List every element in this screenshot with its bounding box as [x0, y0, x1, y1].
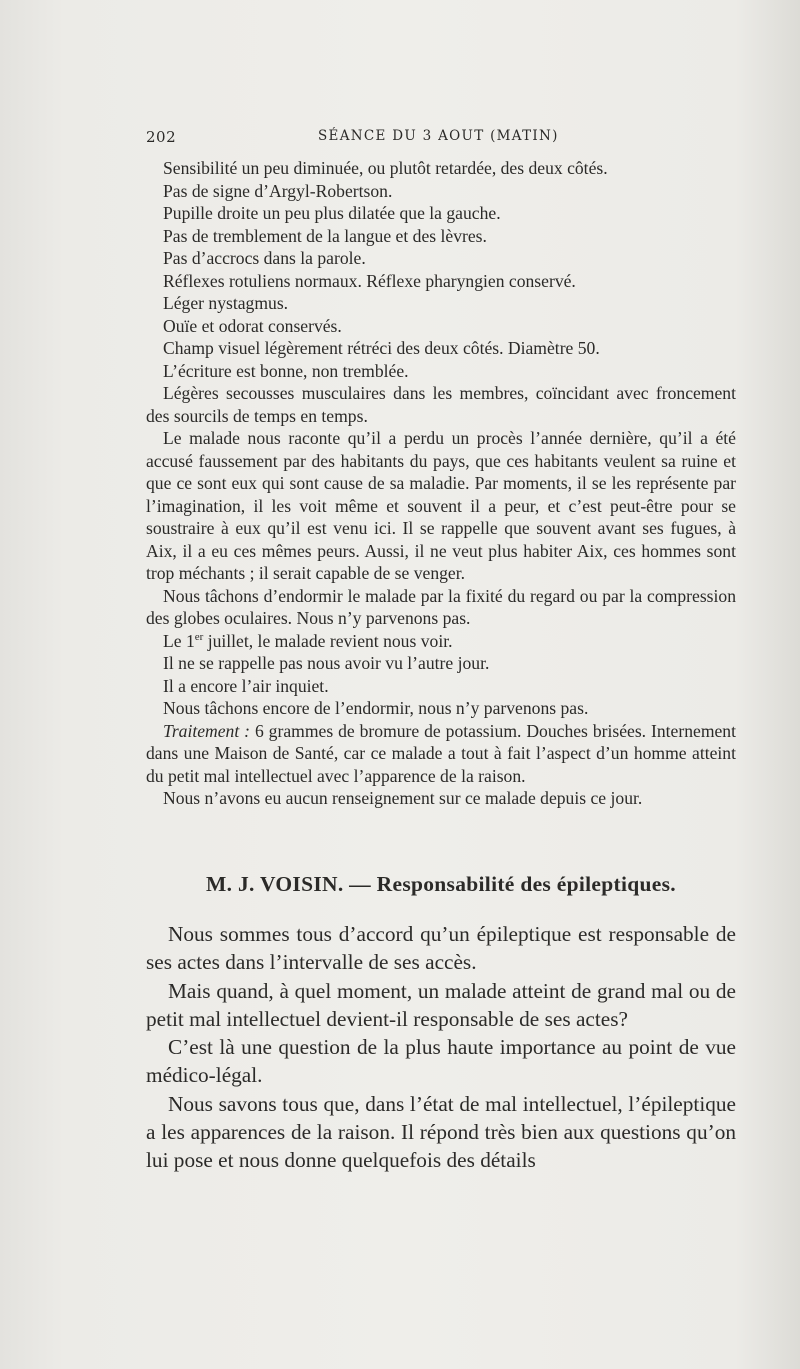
case-note: Nous tâchons encore de l’endormir, nous n’y parvenons pas. — [163, 698, 589, 718]
body-paragraph: C’est là une question de la plus haute importance au point de vue médico-légal. — [146, 1035, 736, 1088]
page-number: 202 — [146, 128, 177, 146]
section-author: M. J. VOISIN. — [206, 872, 344, 896]
case-note: Ouïe et odorat conservés. — [163, 315, 342, 336]
july-note — [146, 630, 736, 653]
case-note: Il a encore l’air inquiet. — [163, 675, 329, 696]
section-title-text: Responsabilité des épileptiques. — [376, 872, 676, 896]
case-notes — [146, 157, 736, 810]
treatment-note — [146, 720, 736, 788]
body-paragraph: Mais quand, à quel moment, un malade atteint de grand mal ou de petit mal intellectuel devient-il responsable de ses actes? — [146, 978, 736, 1031]
treatment-label: Traitement : — [163, 720, 251, 741]
case-note: Le malade nous raconte qu’il a perdu un procès l’année dernière, qu’il a été accusé faussement par des habitants du pays, que ces habitants veulent sa ruine et que ce sont eux qui sont cause de sa maladie. Par moments, il se les représente par l’imagination, il les voit même et souvent il a peur, et c’est peut-être pour se soustraire à eux qu’il est venu ici. Il se rappelle que souvent avant ses fugues, à Aix, il a eu ces mêmes peurs. Aussi, il ne veut plus habiter Aix, ces hommes sont trop méchants ; il serait capable de se venger. — [146, 428, 736, 583]
page-header — [146, 128, 736, 152]
case-note: Réflexes rotuliens normaux. Réflexe pharyngien conservé. — [163, 270, 576, 291]
case-note: L’écriture est bonne, non tremblée. — [163, 360, 409, 381]
case-note: Légères secousses musculaires dans les membres, coïncidant avec froncement des sourcils de temps en temps. — [146, 383, 736, 426]
body-text — [146, 920, 736, 1175]
july-note-suffix: juillet, le malade revient nous voir. — [203, 630, 453, 651]
body-paragraph: Nous sommes tous d’accord qu’un épileptique est responsable de ses actes dans l’intervalle de ses accès. — [146, 922, 736, 975]
case-note: Il ne se rappelle pas nous avoir vu l’autre jour. — [163, 653, 490, 673]
section-dash: — — [343, 872, 377, 896]
body-paragraph: Nous savons tous que, dans l’état de mal intellectuel, l’épileptique a les apparences de la raison. Il répond très bien aux questions qu’on lui pose et nous donne quelquefois des détails — [146, 1091, 736, 1173]
july-note-superscript: er — [194, 630, 204, 643]
case-note: Pas de signe d’Argyl-Robertson. — [163, 180, 393, 201]
case-note: Pas d’accrocs dans la parole. — [163, 248, 366, 268]
closing-note: Nous n’avons eu aucun renseignement sur ce malade depuis ce jour. — [163, 788, 643, 808]
july-note-prefix: Le 1 — [163, 630, 195, 651]
case-note: Champ visuel légèrement rétréci des deux côtés. Diamètre 50. — [163, 338, 600, 358]
case-note: Pupille droite un peu plus dilatée que la gauche. — [163, 203, 501, 223]
case-note: Léger nystagmus. — [163, 293, 289, 313]
case-note: Sensibilité un peu diminuée, ou plutôt retardée, des deux côtés. — [163, 158, 608, 178]
section-heading — [146, 872, 736, 902]
running-title: SÉANCE DU 3 AOUT (MATIN) — [318, 128, 559, 144]
case-note: Pas de tremblement de la langue et des lèvres. — [163, 225, 487, 246]
treatment-text: 6 grammes de bromure de potassium. Douches brisées. Internement dans une Maison de Santé, car ce malade a tout à fait l’aspect d’un homme atteint du petit mal intellectuel avec l’apparence de la raison. — [146, 720, 736, 786]
case-note: Nous tâchons d’endormir le malade par la fixité du regard ou par la compression des globes oculaires. Nous n’y parvenons pas. — [146, 585, 736, 628]
